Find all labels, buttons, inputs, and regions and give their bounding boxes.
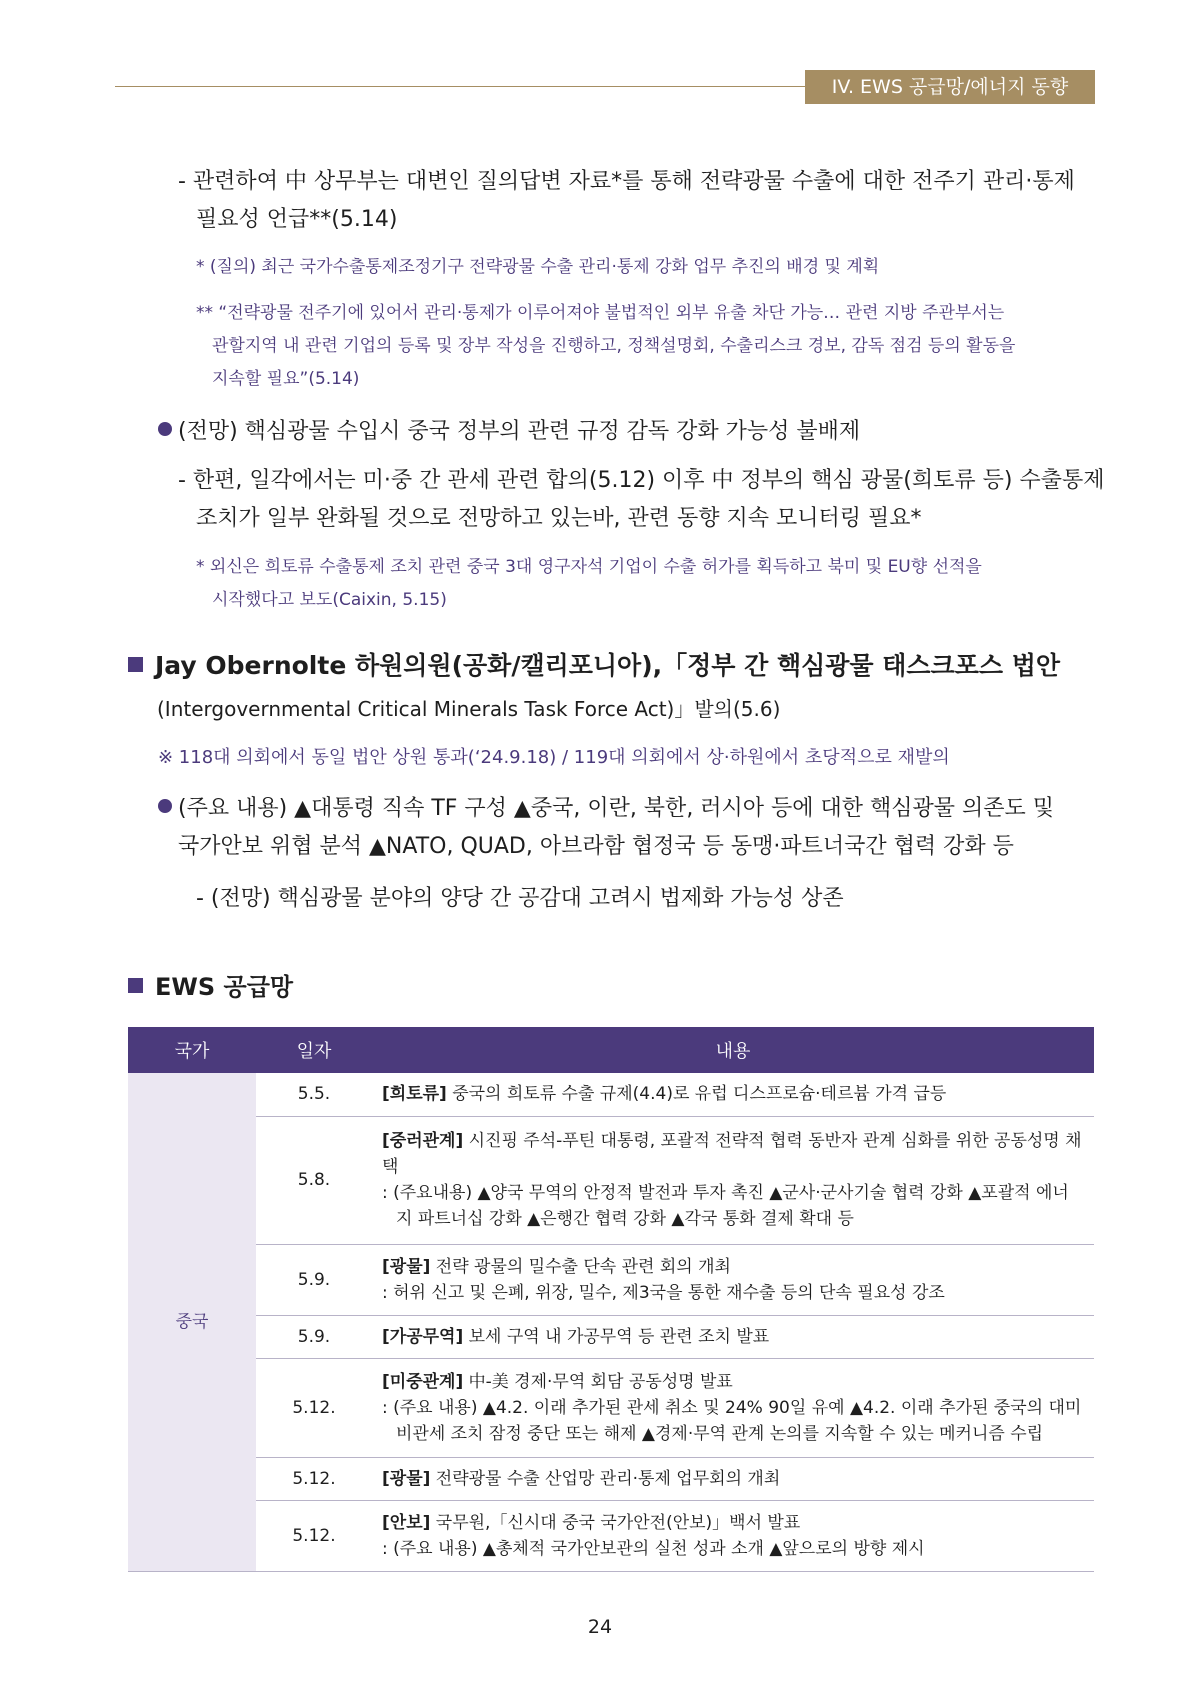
table-header-row	[128, 1027, 1094, 1073]
content-cell	[372, 1073, 1094, 1116]
bullet-text-line1: (주요 내용) ▲대통령 직속 TF 구성 ▲중국, 이란, 북한, 러시아 등에 대한 핵심광물 의존도 및	[178, 796, 1055, 821]
col-content: 내용	[372, 1027, 1094, 1073]
content-cell	[372, 1457, 1094, 1500]
dash-item-2-line2: 조치가 일부 완화될 것으로 전망하고 있는바, 관련 동향 지속 모니터링 필요*	[196, 506, 922, 531]
tag: [희토류]	[382, 1084, 447, 1105]
content-cell	[372, 1244, 1094, 1315]
col-country: 국가	[128, 1027, 256, 1073]
footnote-2-line3: 지속할 필요”(5.14)	[212, 369, 360, 389]
dash-outlook: - (전망) 핵심광물 분야의 양당 간 공감대 고려시 법제화 가능성 상존	[196, 886, 844, 911]
content-cell	[372, 1500, 1094, 1571]
footnote-2-line1: ** “전략광물 전주기에 있어서 관리·통제가 이루어져야 불법적인 외부 유출 차단 가능… 관련 지방 주관부서는	[196, 303, 1005, 323]
date-cell: 5.8.	[256, 1116, 372, 1244]
square-bullet-icon	[128, 657, 143, 672]
date-cell: 5.9.	[256, 1244, 372, 1315]
table-row	[128, 1244, 1094, 1315]
footnote-2-line2: 관할지역 내 관련 기업의 등록 및 장부 작성을 진행하고, 정책설명회, 수출리스크 경보, 감독 점검 등의 활동을	[212, 336, 1016, 356]
footnote-1: * (질의) 최근 국가수출통제조정기구 전략광물 수출 관리·통제 강화 업무 추진의 배경 및 계획	[196, 257, 880, 277]
bullet-text: (전망) 핵심광물 수입시 중국 정부의 관련 규정 감독 강화 가능성 불배제	[178, 419, 861, 444]
ews-heading	[128, 967, 293, 1007]
content-sub: : 허위 신고 및 은폐, 위장, 밀수, 제3국을 통한 재수출 등의 단속 필요성 강조	[382, 1282, 945, 1303]
date-cell: 5.12.	[256, 1457, 372, 1500]
table-row	[128, 1073, 1094, 1116]
content-sub: : (주요내용) ▲양국 무역의 안정적 발전과 투자 촉진 ▲군사·군사기술 협력 강화 ▲포괄적 에너지 파트너십 강화 ▲은행간 협력 강화 ▲각국 통화 결제 확대 등	[382, 1183, 1069, 1229]
section-heading	[128, 646, 1060, 686]
col-date: 일자	[256, 1027, 372, 1073]
section-heading-line1: Jay Obernolte 하원의원(공화/캘리포니아),「정부 간 핵심광물 태스크포스 법안	[155, 651, 1061, 680]
bullet-main-content	[158, 790, 1054, 828]
content-cell	[372, 1358, 1094, 1457]
footnote-3-line1: * 외신은 희토류 수출통제 조치 관련 중국 3대 영구자석 기업이 수출 허가를 획득하고 북미 및 EU향 선적을	[196, 557, 982, 577]
content-sub: : (주요 내용) ▲4.2. 이래 추가된 관세 취소 및 24% 90일 유예 ▲4.2. 이래 추가된 중국의 대미 비관세 조치 잠정 중단 또는 해제 ▲경제·무역 관계 논의를 지속할 수 있는 메커니즘 수립	[382, 1397, 1082, 1444]
country-cell: 중국	[128, 1073, 256, 1571]
table-row	[128, 1116, 1094, 1244]
section-heading-line2: (Intergovernmental Critical Minerals Task Force Act)」발의(5.6)	[157, 697, 781, 721]
table-row	[128, 1315, 1094, 1358]
table-row	[128, 1358, 1094, 1457]
content-text: 중국의 희토류 수출 규제(4.4)로 유럽 디스프로슘·테르븀 가격 급등	[446, 1084, 947, 1105]
page-number: 24	[587, 1616, 613, 1638]
content-text: 전략광물 수출 산업망 관리·통제 업무회의 개최	[430, 1468, 781, 1489]
ews-title: EWS 공급망	[155, 973, 294, 1001]
bullet-dot-icon	[158, 422, 172, 436]
content-text: 시진핑 주석-푸틴 대통령, 포괄적 전략적 협력 동반자 관계 심화를 위한 공동성명 채택	[382, 1131, 1082, 1177]
tag: [미중관계]	[382, 1371, 464, 1392]
tag: [광물]	[382, 1256, 431, 1277]
bullet-dot-icon	[158, 799, 172, 813]
date-cell: 5.12.	[256, 1500, 372, 1571]
dash-item-2-line1: - 한편, 일각에서는 미·중 간 관세 관련 합의(5.12) 이후 中 정부의 핵심 광물(희토류 등) 수출통제	[178, 468, 1105, 493]
table-row	[128, 1500, 1094, 1571]
tag: [광물]	[382, 1468, 431, 1489]
bullet-outlook-1	[158, 413, 860, 451]
bullet-text-line2: 국가안보 위협 분석 ▲NATO, QUAD, 아브라함 협정국 등 동맹·파트너국간 협력 강화 등	[178, 834, 1014, 859]
square-bullet-icon	[128, 978, 143, 993]
content-cell	[372, 1315, 1094, 1358]
date-cell: 5.12.	[256, 1358, 372, 1457]
dash-item-1-line1: - 관련하여 中 상무부는 대변인 질의답변 자료*를 통해 전략광물 수출에 대한 전주기 관리·통제	[178, 169, 1075, 194]
content-text: 국무원,「신시대 중국 국가안전(안보)」백서 발표	[430, 1512, 801, 1533]
content-text: 中-美 경제·무역 회담 공동성명 발표	[463, 1371, 733, 1392]
content-cell	[372, 1116, 1094, 1244]
dash-item-1-line2: 필요성 언급**(5.14)	[196, 207, 398, 232]
content-text: 보세 구역 내 가공무역 등 관련 조치 발표	[463, 1326, 770, 1347]
tag: [안보]	[382, 1512, 431, 1533]
footnote-3-line2: 시작했다고 보도(Caixin, 5.15)	[212, 590, 447, 610]
date-cell: 5.9.	[256, 1315, 372, 1358]
tag: [가공무역]	[382, 1326, 464, 1347]
table-row	[128, 1457, 1094, 1500]
section-tab: IV. EWS 공급망/에너지 동향	[805, 70, 1095, 104]
date-cell: 5.5.	[256, 1073, 372, 1116]
content-text: 전략 광물의 밀수출 단속 관련 회의 개최	[430, 1256, 731, 1277]
tag: [중러관계]	[382, 1131, 464, 1151]
reference-note: ※ 118대 의회에서 동일 법안 상원 통과(‘24.9.18) / 119대 의회에서 상·하원에서 초당적으로 재발의	[158, 747, 950, 768]
header-rule	[115, 86, 805, 87]
ews-table	[128, 1027, 1094, 1572]
content-sub: : (주요 내용) ▲총체적 국가안보관의 실천 성과 소개 ▲앞으로의 방향 제시	[382, 1538, 925, 1559]
